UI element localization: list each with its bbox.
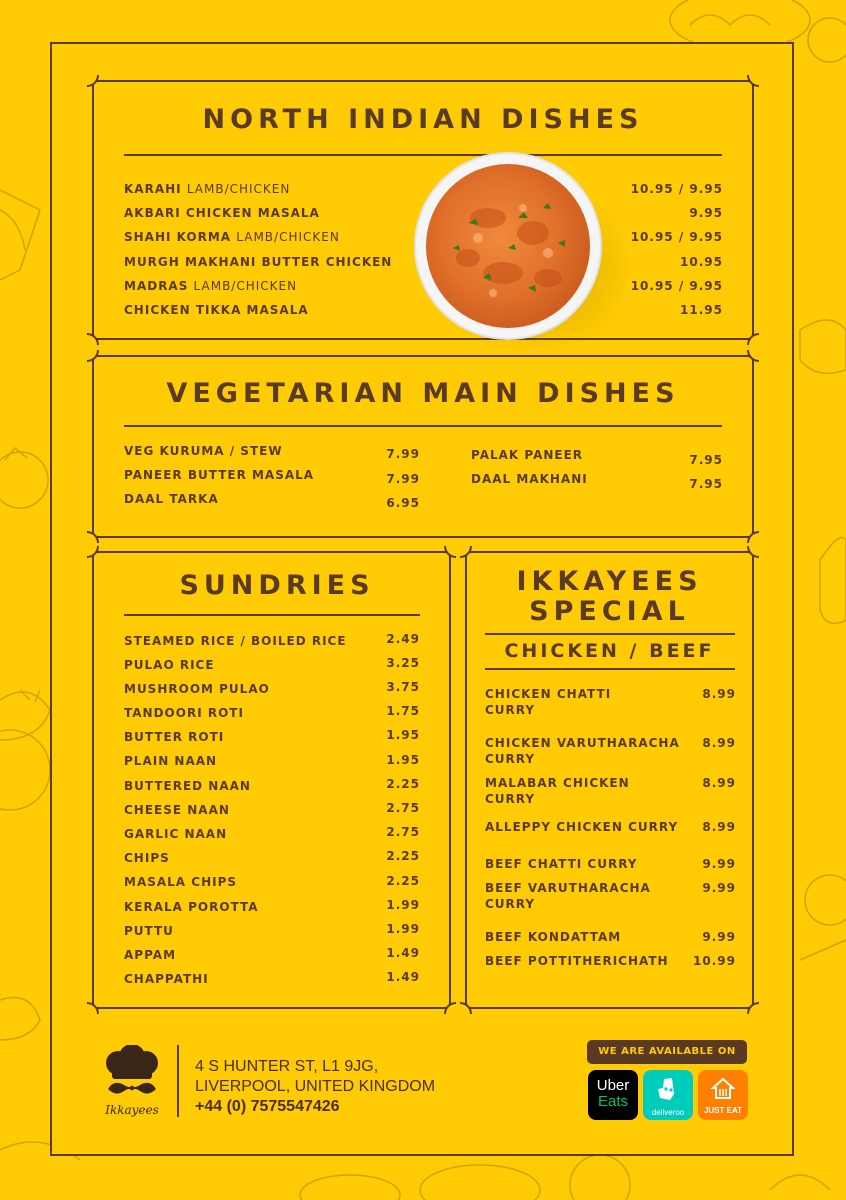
item-price: 7.95 [689, 477, 723, 491]
list-item: AKBARI CHICKEN MASALA [124, 206, 320, 220]
sundries-title: SUNDRIES [179, 570, 375, 601]
item-price: 8.99 [702, 687, 736, 701]
item-price: 10.95 / 9.95 [630, 279, 723, 293]
just-eat-house-icon [710, 1077, 736, 1101]
list-item: BUTTERED NAAN [124, 779, 251, 793]
item-price: 11.95 [680, 303, 723, 317]
list-item: VEG KURUMA / STEW [124, 444, 283, 458]
sundries-rule [124, 614, 420, 616]
item-price: 2.49 [386, 632, 420, 646]
item-price: 7.99 [386, 447, 420, 461]
list-item: ALLEPPY CHICKEN CURRY [485, 820, 679, 834]
list-item: BEEF POTTITHERICHATH [485, 954, 669, 968]
item-price: 9.95 [689, 206, 723, 220]
item-price: 2.75 [386, 825, 420, 839]
special-title: IKKAYEES [516, 566, 703, 597]
uber-eats-label: Uber [596, 1077, 630, 1094]
list-item: BEEF VARUTHARACHA CURRY [485, 881, 651, 911]
item-price: 1.95 [386, 728, 420, 742]
item-price: 6.95 [386, 496, 420, 510]
just-eat-label: JUST EAT [703, 1106, 743, 1115]
list-item: MADRAS LAMB/CHICKEN [124, 279, 298, 293]
special-subtitle: CHICKEN / BEEF [504, 640, 715, 662]
item-price: 9.99 [702, 930, 736, 944]
list-item: TANDOORI ROTI [124, 706, 244, 720]
item-price: 10.99 [693, 954, 736, 968]
list-item: KARAHI LAMB/CHICKEN [124, 182, 291, 196]
list-item: MUSHROOM PULAO [124, 682, 270, 696]
item-price: 1.99 [386, 922, 420, 936]
chef-hat-mustache-logo [100, 1045, 164, 1105]
curry-bowl-image [408, 148, 628, 358]
item-price: 8.99 [702, 736, 736, 750]
item-price: 10.95 / 9.95 [630, 182, 723, 196]
uber-eats-app-link[interactable] [588, 1070, 638, 1120]
list-item: PLAIN NAAN [124, 754, 218, 768]
list-item: CHICKEN VARUTHARACHA CURRY [485, 736, 680, 766]
item-price: 8.99 [702, 776, 736, 790]
list-item: CHEESE NAAN [124, 803, 230, 817]
list-item: PALAK PANEER [471, 448, 584, 462]
phone-number: +44 (0) 7575547426 [195, 1098, 340, 1115]
list-item: MASALA CHIPS [124, 875, 238, 889]
just-eat-app-link[interactable] [698, 1070, 748, 1120]
list-item: DAAL MAKHANI [471, 472, 588, 486]
item-price: 2.25 [386, 777, 420, 791]
list-item: PANEER BUTTER MASALA [124, 468, 315, 482]
item-price: 2.25 [386, 849, 420, 863]
item-price: 9.99 [702, 881, 736, 895]
list-item: GARLIC NAAN [124, 827, 228, 841]
list-item: BUTTER ROTI [124, 730, 225, 744]
north-indian-title: NORTH INDIAN DISHES [202, 104, 644, 135]
special-title-line2: SPECIAL [529, 596, 690, 627]
item-price: 1.99 [386, 898, 420, 912]
deliveroo-app-link[interactable] [643, 1070, 693, 1120]
list-item: STEAMED RICE / BOILED RICE [124, 634, 347, 648]
list-item: PUTTU [124, 924, 174, 938]
list-item: CHICKEN CHATTI CURRY [485, 687, 612, 717]
list-item: MURGH MAKHANI BUTTER CHICKEN [124, 255, 393, 269]
item-price: 3.75 [386, 680, 420, 694]
item-price: 10.95 [680, 255, 723, 269]
item-price: 2.75 [386, 801, 420, 815]
list-item: BEEF CHATTI CURRY [485, 857, 638, 871]
list-item: SHAHI KORMA LAMB/CHICKEN [124, 230, 340, 244]
list-item: MALABAR CHICKEN CURRY [485, 776, 630, 806]
vegetarian-title: VEGETARIAN MAIN DISHES [166, 378, 680, 409]
item-price: 1.95 [386, 753, 420, 767]
logo-wordmark: Ikkayees [105, 1103, 159, 1117]
deliveroo-label: deliveroo [651, 1108, 685, 1117]
list-item: CHAPPATHI [124, 972, 209, 986]
address-line-1: 4 S HUNTER ST, L1 9JG, [195, 1058, 379, 1075]
item-price: 8.99 [702, 820, 736, 834]
item-price: 1.49 [386, 946, 420, 960]
list-item: APPAM [124, 948, 177, 962]
item-price: 2.25 [386, 874, 420, 888]
list-item: CHICKEN TIKKA MASALA [124, 303, 309, 317]
footer-divider [177, 1045, 179, 1117]
item-price: 1.49 [386, 970, 420, 984]
deliveroo-kangaroo-icon [655, 1077, 681, 1103]
special-rule-bottom [485, 668, 735, 670]
item-price: 3.25 [386, 656, 420, 670]
address-line-2: LIVERPOOL, UNITED KINGDOM [195, 1078, 436, 1095]
uber-eats-label-2: Eats [597, 1093, 628, 1110]
item-price: 1.75 [386, 704, 420, 718]
list-item: PULAO RICE [124, 658, 215, 672]
item-price: 10.95 / 9.95 [630, 230, 723, 244]
available-on-badge: WE ARE AVAILABLE ON [587, 1040, 747, 1064]
item-price: 7.99 [386, 472, 420, 486]
list-item: BEEF KONDATTAM [485, 930, 622, 944]
item-price: 7.95 [689, 453, 723, 467]
item-price: 9.99 [702, 857, 736, 871]
list-item: KERALA POROTTA [124, 900, 259, 914]
vegetarian-rule [124, 425, 722, 427]
list-item: CHIPS [124, 851, 170, 865]
special-rule-top [485, 633, 735, 635]
list-item: DAAL TARKA [124, 492, 219, 506]
